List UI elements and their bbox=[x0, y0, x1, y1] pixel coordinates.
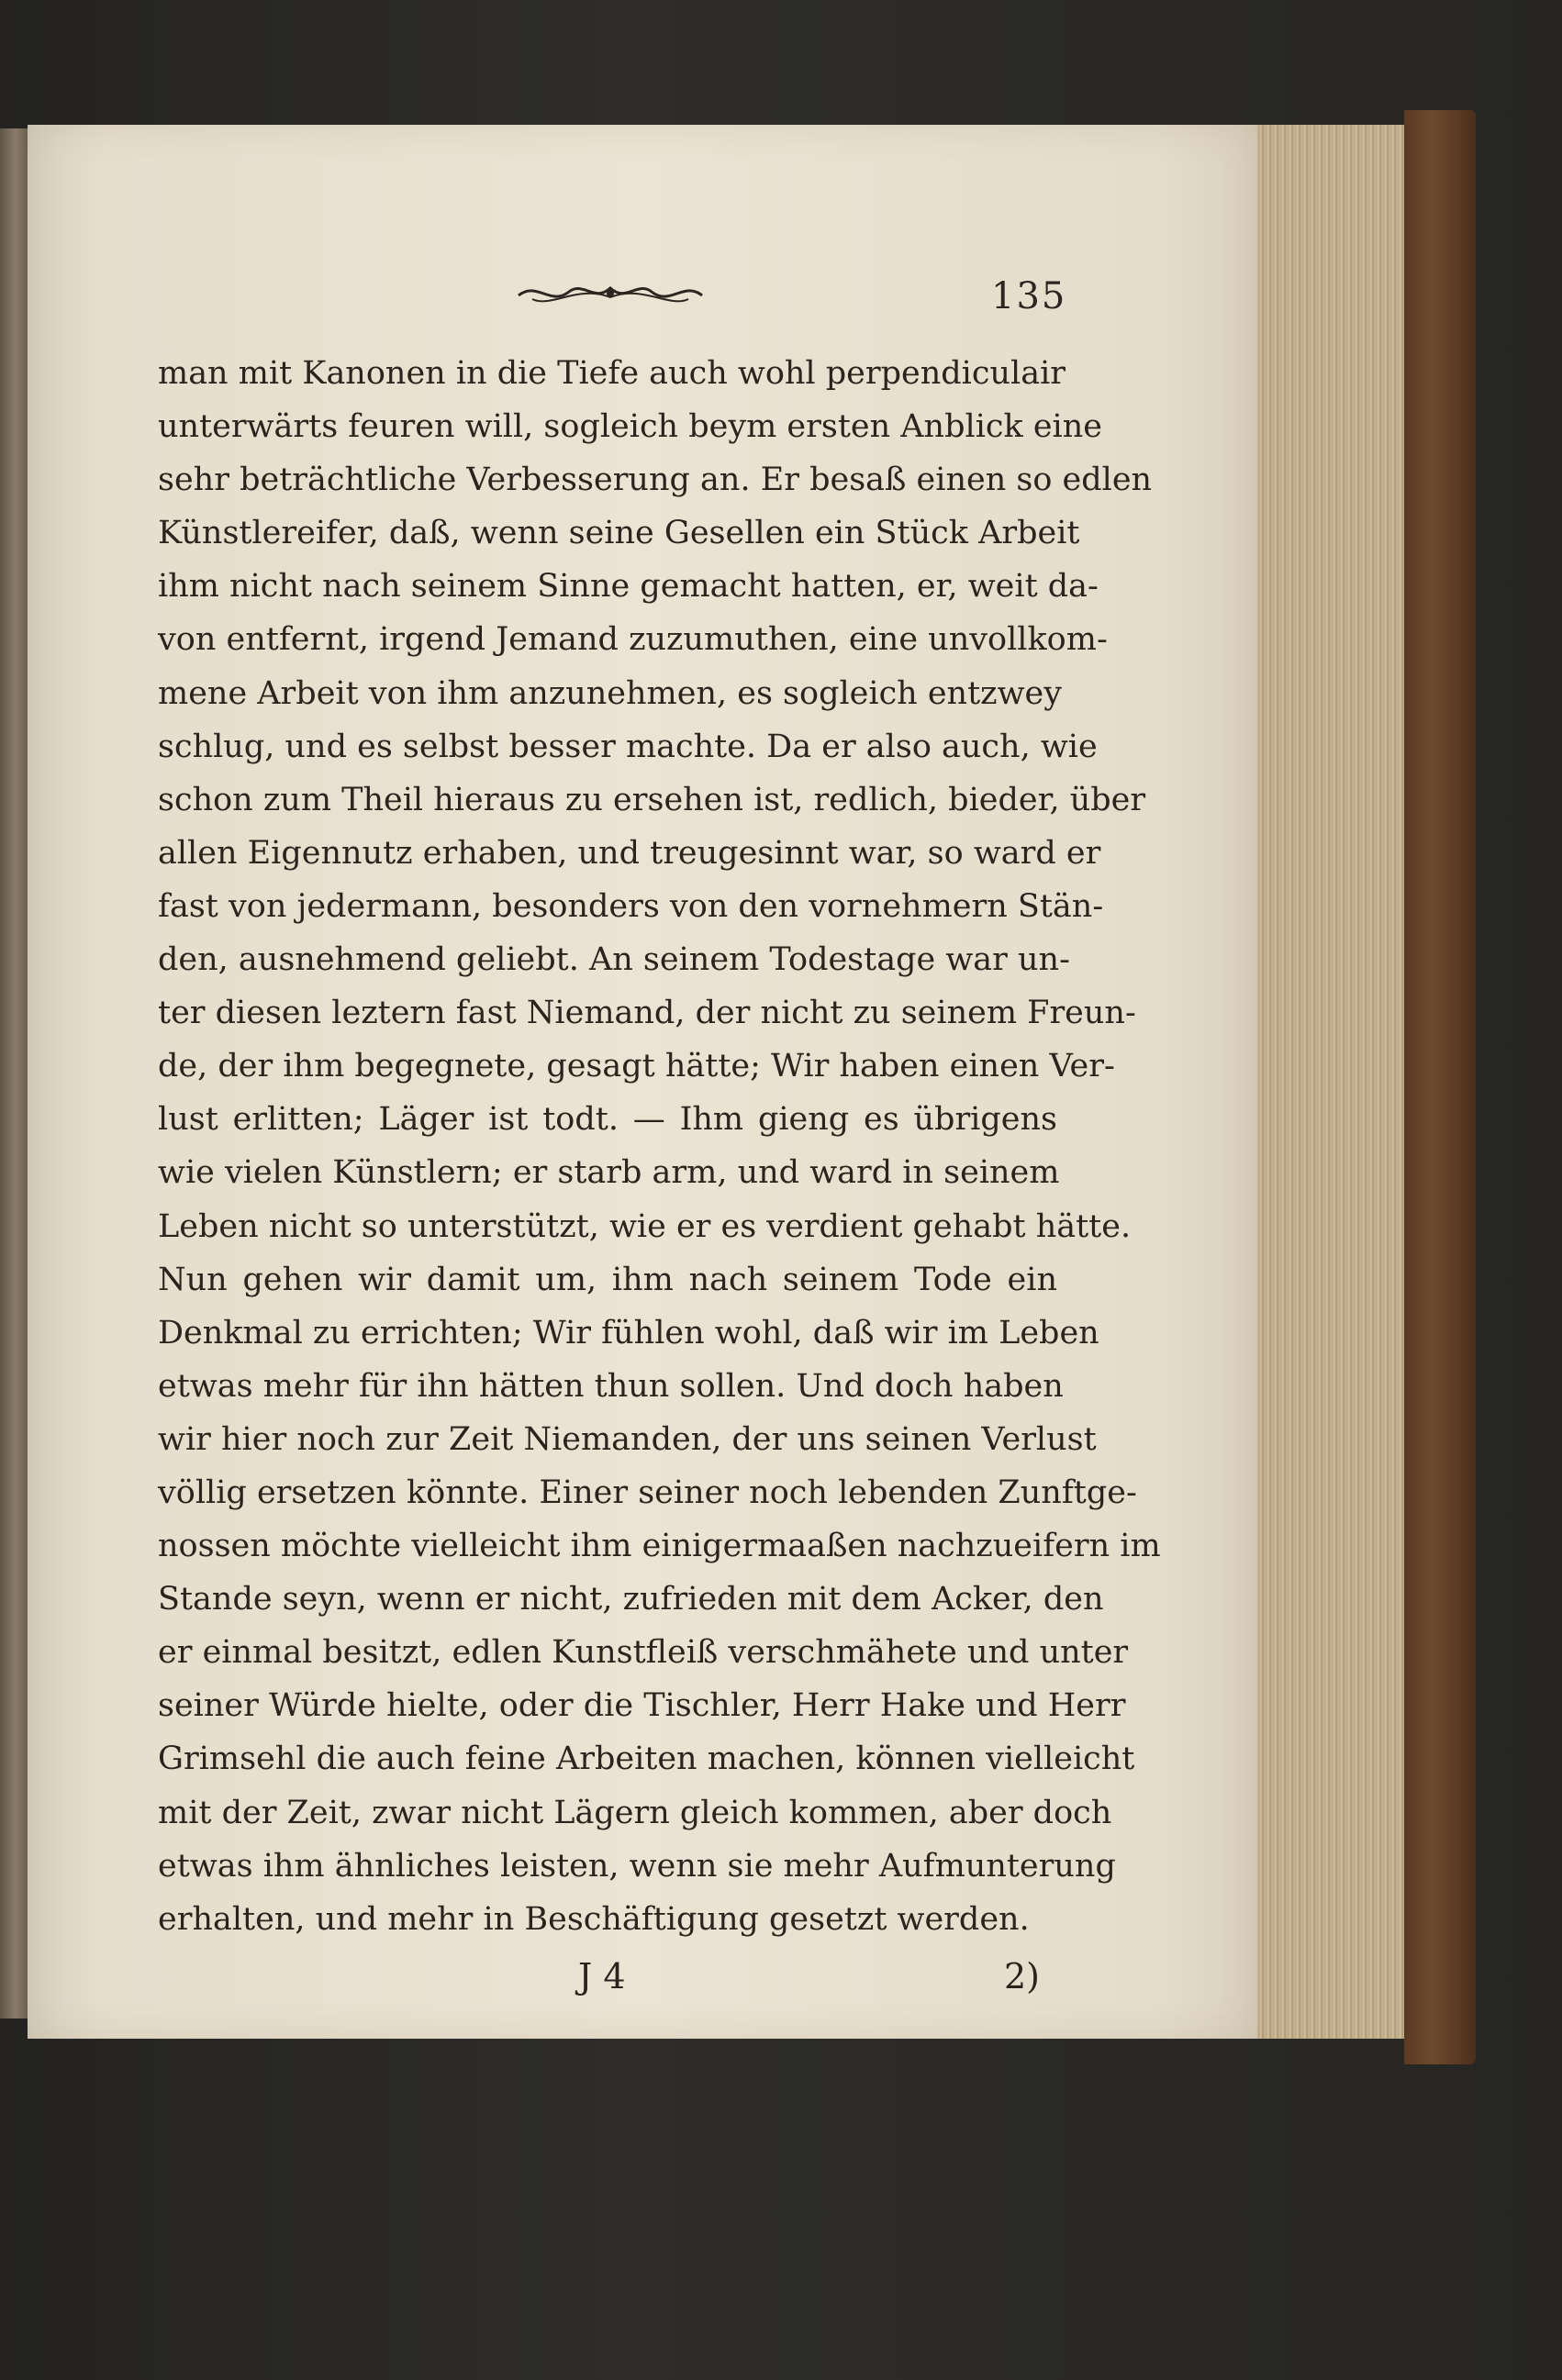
text-line: den, ausnehmend geliebt. An seinem Todestage war un- bbox=[158, 941, 1070, 979]
text-line: etwas mehr für ihn hätten thun sollen. Und doch haben bbox=[158, 1367, 1064, 1405]
text-line: man mit Kanonen in die Tiefe auch wohl perpendiculair bbox=[158, 355, 1066, 392]
text-line: ihm nicht nach seinem Sinne gemacht hatten, er, weit da- bbox=[158, 568, 1099, 606]
text-line: allen Eigennutz erhaben, und treugesinnt war, so ward er bbox=[158, 834, 1101, 872]
text-line: schon zum Theil hieraus zu ersehen ist, redlich, bieder, über bbox=[158, 781, 1146, 818]
header-ornament-icon bbox=[514, 275, 707, 312]
text-line: Künstlereifer, daß, wenn seine Gesellen ein Stück Arbeit bbox=[158, 515, 1080, 552]
text-line: Nun gehen wir damit um, ihm nach seinem Tode ein bbox=[158, 1261, 1057, 1298]
text-line: Denkmal zu errichten; Wir fühlen wohl, daß wir im Leben bbox=[158, 1314, 1099, 1351]
text-line: völlig ersetzen könnte. Einer seiner noch lebenden Zunftge- bbox=[158, 1474, 1137, 1511]
text-line: schlug, und es selbst besser machte. Da er also auch, wie bbox=[158, 728, 1098, 765]
text-line: etwas ihm ähnliches leisten, wenn sie mehr Aufmunterung bbox=[158, 1847, 1116, 1885]
text-line: ter diesen leztern fast Niemand, der nicht zu seinem Freun- bbox=[158, 995, 1136, 1032]
text-line: Grimsehl die auch feine Arbeiten machen, können vielleicht bbox=[158, 1741, 1135, 1778]
text-line: sehr beträchtliche Verbesserung an. Er besaß einen so edlen bbox=[158, 462, 1153, 499]
text-line: Leben nicht so unterstützt, wie er es verdient gehabt hätte. bbox=[158, 1207, 1132, 1245]
text-line: Stande seyn, wenn er nicht, zufrieden mit dem Acker, den bbox=[158, 1581, 1104, 1618]
book-cover bbox=[1404, 110, 1476, 2064]
text-line: er einmal besitzt, edlen Kunstfleiß verschmähete und unter bbox=[158, 1634, 1129, 1672]
page-block-edges bbox=[1257, 125, 1404, 2039]
catchword: 2) bbox=[1004, 1956, 1041, 1996]
text-line: wie vielen Künstlern; er starb arm, und ward in seinem bbox=[158, 1154, 1060, 1192]
text-line: fast von jedermann, besonders von den vornehmern Stän- bbox=[158, 887, 1104, 925]
text-line: mit der Zeit, zwar nicht Lägern gleich kommen, aber doch bbox=[158, 1794, 1112, 1831]
text-line: mene Arbeit von ihm anzunehmen, es sogleich entzwey bbox=[158, 674, 1063, 712]
text-line: wir hier noch zur Zeit Niemanden, der uns seinen Verlust bbox=[158, 1420, 1097, 1458]
text-line: nossen möchte vielleicht ihm einigermaaßen nachzueifern im bbox=[158, 1528, 1161, 1565]
text-line: seiner Würde hielte, oder die Tischler, Herr Hake und Herr bbox=[158, 1687, 1126, 1725]
text-line: lust erlitten; Läger ist todt. — Ihm gieng es übrigens bbox=[158, 1101, 1057, 1139]
text-line: erhalten, und mehr in Beschäftigung gesetzt werden. bbox=[158, 1900, 1030, 1938]
signature-mark: J 4 bbox=[578, 1956, 626, 1996]
text-line: de, der ihm begegnete, gesagt hätte; Wir haben einen Ver- bbox=[158, 1048, 1115, 1085]
page-number: 135 bbox=[991, 275, 1067, 317]
text-line: unterwärts feuren will, sogleich beym ersten Anblick eine bbox=[158, 408, 1102, 446]
body-text bbox=[158, 347, 1161, 1946]
text-line: von entfernt, irgend Jemand zuzumuthen, eine unvollkom- bbox=[158, 621, 1108, 659]
previous-page-edge bbox=[0, 128, 28, 2019]
